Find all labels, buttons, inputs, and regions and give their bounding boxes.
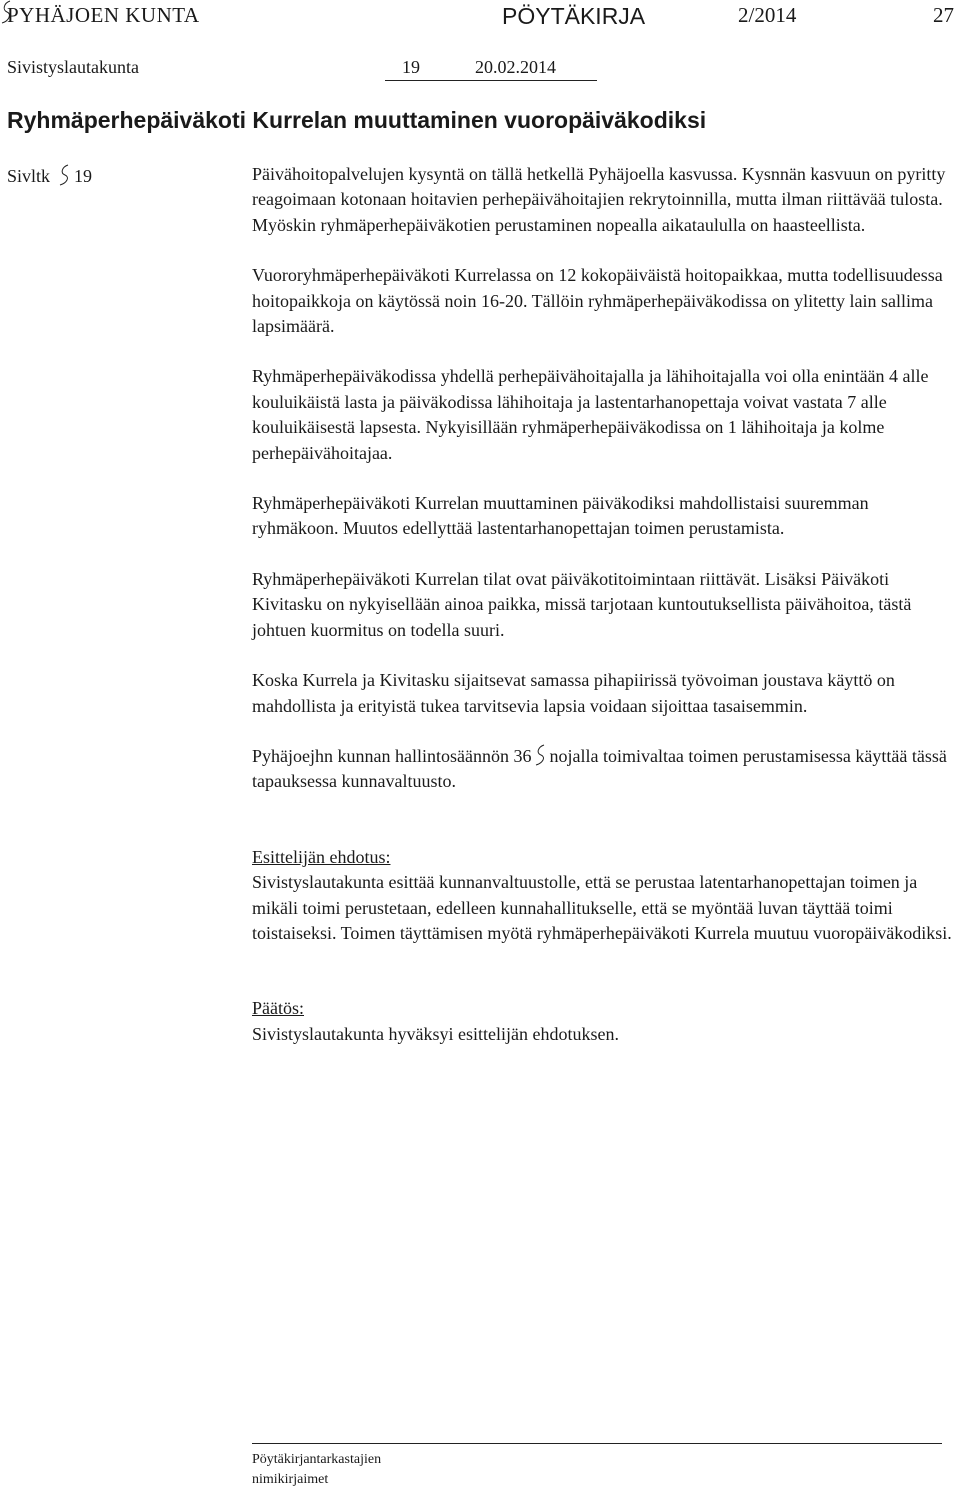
page-number: 27 [933,3,954,27]
section-sign-icon [58,164,70,186]
section-tag-number: 19 [74,166,93,186]
paragraph: Päivähoitopalvelujen kysyntä on tällä hetkellä Pyhäjoella kasvussa. Kysnnän kasvuun on pyritty reagoimaan kotonaan hoitavien perhepäivähoitajien rekrytoinnilla, mutta ilman riittävää tulosta. Myöskin ryhmäperhepäiväkotien perustaminen nopealla aikataululla on haasteellista. [252,164,946,235]
document-title: Ryhmäperhepäiväkoti Kurrelan muuttaminen vuoropäiväkodiksi [7,107,707,133]
paragraph: Ryhmäperhepäiväkoti Kurrelan muuttaminen päiväkodiksi mahdollistaisi suuremman ryhmäkoon. Muutos edellyttää lastentarhanopettajan toimen perustamista. [252,493,869,539]
paragraph: Koska Kurrela ja Kivitasku sijaitsevat samassa pihapiirissä työvoiman joustava käyttö on mahdollista ja erityistä tukea tarvitsevia lapsia voidaan sijoittaa tasaisemmin. [252,670,895,716]
paragraph [252,744,958,795]
paragraph: Vuororyhmäperhepäiväkoti Kurrelassa on 12 kokopäiväistä hoitopaikkaa, mutta todellisuudessa hoitopaikkoja on käytössä noin 16-20. Tällöin ryhmäperhepäiväkodissa on ylitetty lain sallima lapsimäärä. [252,265,943,337]
paragraph-text: Pyhäjoejhn kunnan hallintosäännön 36 [252,745,532,766]
proposal-text: Sivistyslautakunta esittää kunnanvaltuustolle, että se perustaa latentarhanopettajan toimen ja mikäli toimi perustetaan, edelleen kunnahallitukselle, että se myöntää luvan täyttää toimi toistaiseksi. Toimen täyttämisen myötä ryhmäperhepäiväkoti Kurrela muutuu vuoropäiväkodiksi. [252,872,952,943]
body-name: Sivistyslautakunta [7,57,139,77]
footer [252,1450,381,1490]
section-tag-label: Sivltk [7,166,51,186]
document-body [252,162,958,1047]
footer-label: Pöytäkirjantarkastajien [252,1452,382,1467]
paragraph: Ryhmäperhepäiväkoti Kurrelan tilat ovat päiväkotitoimintaan riittävät. Lisäksi Päiväkoti Kivitasku on nykyisellään ainoa paikka, missä tarjotaan kuntoutuksellista päivähoitoa, tästä johtuen kuormitus on todella suuri. [252,568,912,640]
protocol-number: 2/2014 [738,3,797,27]
paragraph-text: nojalla toimivaltaa toimen perustamisessa käyttää tässä tapauksessa kunnavaltuusto. [252,745,947,792]
section-tag [7,164,92,187]
organization-name: PYHÄJOEN KUNTA [7,3,200,27]
header-section-number: 19 [402,57,420,77]
section-sign-icon [534,744,546,766]
paragraph: Ryhmäperhepäiväkodissa yhdellä perhepäivähoitajalla ja lähihoitajalla voi olla enintään 4 alle kouluikäistä lasta ja päiväkodissa lähihoitaja ja lastentarhanopettaja voivat vastata 7 alle kouluikäisestä lapsesta. Nykyisillään ryhmäperhepäiväkodissa on 1 lähihoitaja ja kolme perhepäivähoitajaa. [252,366,929,463]
page-header [0,0,960,90]
decision-text: Sivistyslautakunta hyväksyi esittelijän ehdotuksen. [252,1023,619,1044]
footer-rule [252,1443,942,1444]
header-rule [385,80,597,81]
document-type: PÖYTÄKIRJA [502,3,646,29]
meeting-date: 20.02.2014 [475,57,556,77]
footer-label: nimikirjaimet [252,1472,329,1487]
decision-heading: Päätös: [252,998,304,1019]
proposal-heading: Esittelijän ehdotus: [252,846,391,867]
